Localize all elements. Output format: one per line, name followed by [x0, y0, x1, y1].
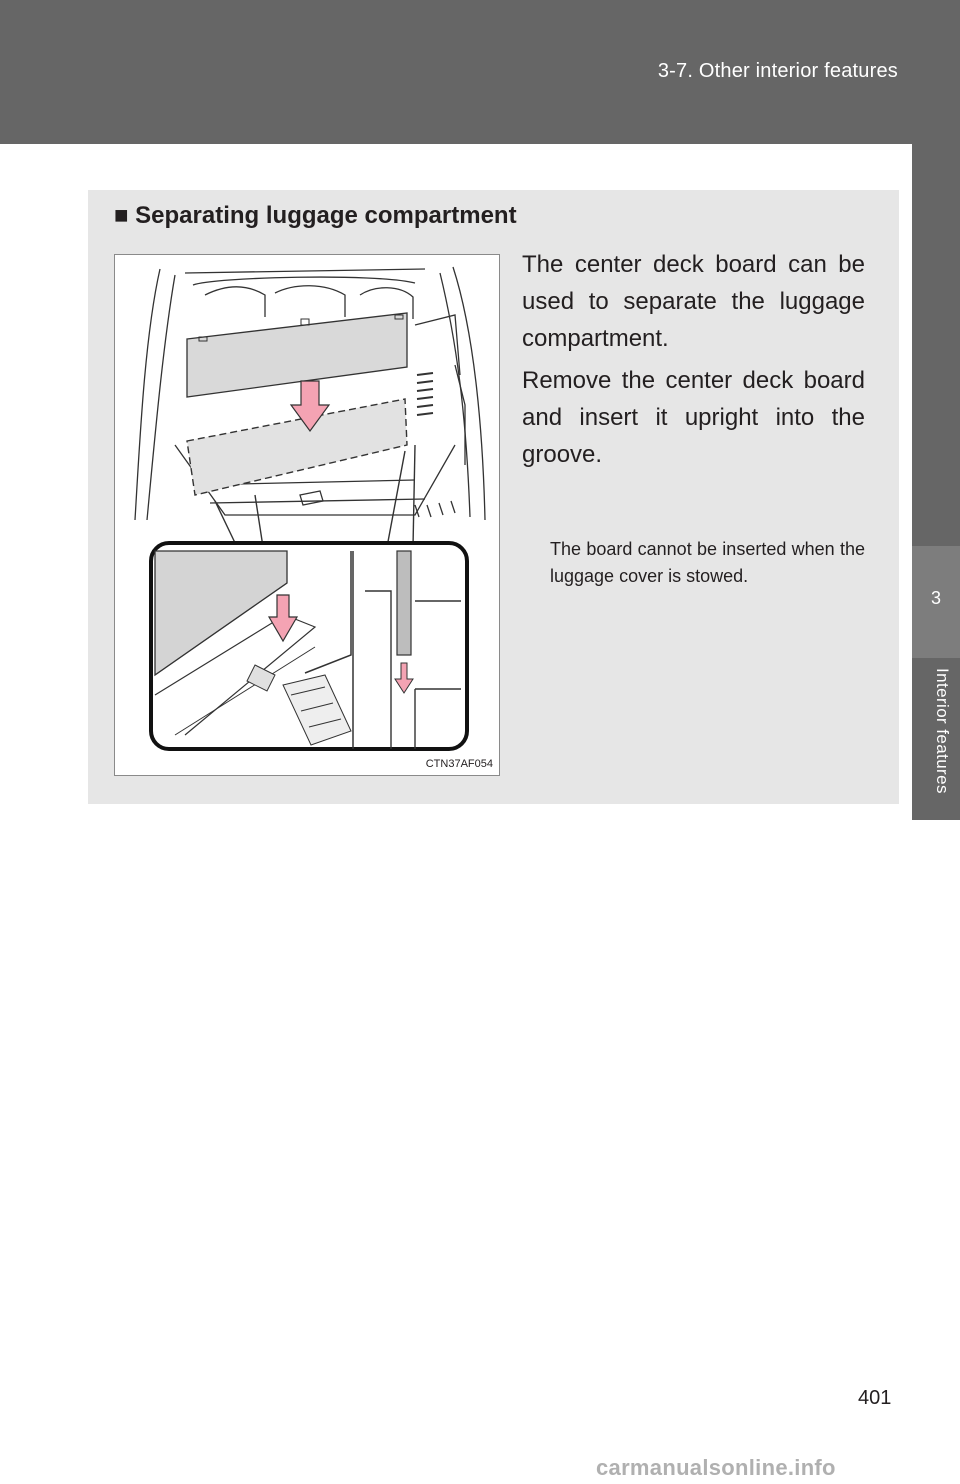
- luggage-illustration: [114, 254, 500, 776]
- figure-code: CTN37AF054: [425, 758, 493, 770]
- cargo-area-drawing: [115, 255, 499, 775]
- section-heading: ■ Separating luggage compartment: [114, 202, 517, 229]
- footer-watermark: carmanualsonline.info: [596, 1455, 836, 1480]
- note-paragraph: The board cannot be inserted when the luggage cover is stowed.: [550, 539, 865, 586]
- side-tab-number: 3: [930, 588, 941, 608]
- body-paragraph-1: The center deck board can be used to separate the luggage compartment.: [522, 251, 865, 352]
- body-paragraph-2: Remove the center deck board and insert it upright into the groove.: [522, 367, 865, 468]
- side-tab-label: Interior features: [933, 668, 952, 794]
- page-header: [0, 0, 960, 144]
- chapter-title: 3-7. Other interior features: [657, 60, 898, 82]
- page-number: 401: [858, 1387, 892, 1409]
